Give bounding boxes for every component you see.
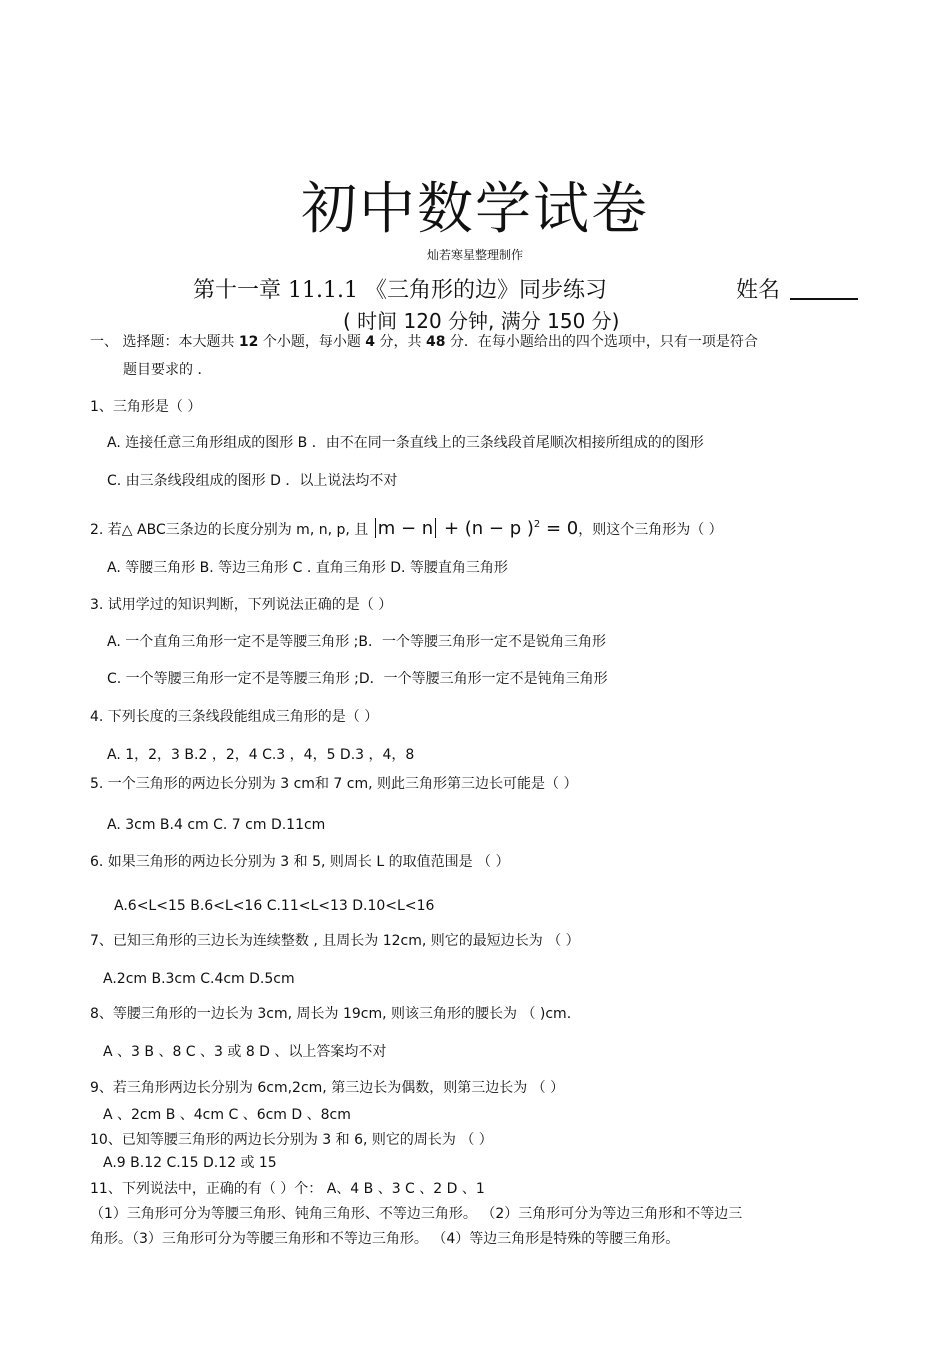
formula-square-term: + (n − p ) <box>438 518 534 539</box>
abs-bar-right <box>435 518 436 538</box>
question-11-stem: 11、下列说法中，正确的有（ ）个： A、4 B 、3 C 、2 D 、1 <box>90 1181 485 1197</box>
question-1-options-ab: A. 连接任意三角形组成的图形 B ．由不在同一条直线上的三条线段首尾顺次相接所组成的的图形 <box>107 435 704 451</box>
section-text: 个小题，每小题 <box>258 334 366 350</box>
section-instructions-cont: 题目要求的 ． <box>123 362 212 378</box>
question-2-stem <box>90 515 723 540</box>
question-7-stem: 7、已知三角形的三边长为连续整数 , 且周长为 12cm, 则它的最短边长为 （ ） <box>90 933 580 949</box>
name-blank-line <box>790 298 858 300</box>
question-3-options-ab: A. 一个直角三角形一定不是等腰三角形 ;B．一个等腰三角形一定不是锐角三角形 <box>107 634 607 650</box>
abs-bar-left <box>375 518 376 538</box>
chapter-heading: 第十一章 11.1.1 《三角形的边》同步练习 <box>193 278 607 303</box>
exam-title: 初中数学试卷 <box>301 177 649 242</box>
name-label: 姓名 <box>736 278 781 303</box>
question-10-options: A.9 B.12 C.15 D.12 或 15 <box>103 1155 277 1171</box>
question-7-options: A.2cm B.3cm C.4cm D.5cm <box>103 971 295 987</box>
question-3-stem: 3. 试用学过的知识判断，下列说法正确的是（ ） <box>90 597 393 613</box>
question-4-options: A. 1，2，3 B.2 ，2，4 C.3 ，4，5 D.3 ，4，8 <box>107 747 415 763</box>
formula-abs-term: m − n <box>377 518 434 539</box>
question-2-stem-before: 2. 若△ ABC三条边的长度分别为 m, n, p, 且 <box>90 522 369 538</box>
question-5-options: A. 3cm B.4 cm C. 7 cm D.11cm <box>107 817 326 833</box>
question-9-stem: 9、若三角形两边长分别为 6cm,2cm, 第三边长为偶数，则第三边长为 （ ） <box>90 1080 565 1096</box>
question-8-options: A 、3 B 、8 C 、3 或 8 D 、以上答案均不对 <box>103 1044 387 1060</box>
question-9-options: A 、2cm B 、4cm C 、6cm D 、8cm <box>103 1107 351 1123</box>
question-2-formula <box>373 518 578 539</box>
question-6-stem: 6. 如果三角形的两边长分别为 3 和 5, 则周长 L 的取值范围是 （ ） <box>90 854 510 870</box>
formula-exponent: 2 <box>533 519 541 530</box>
section-instructions <box>90 332 758 352</box>
question-3-options-cd: C. 一个等腰三角形一定不是等腰三角形 ;D．一个等腰三角形一定不是钝角三角形 <box>107 671 608 687</box>
question-count: 12 <box>238 334 259 350</box>
formula-equals: = 0 <box>540 518 579 539</box>
question-11-statements-line2: 角形。（3）三角形可分为等腰三角形和不等边三角形。 （4）等边三角形是特殊的等腰三角形。 <box>90 1231 680 1247</box>
points-each: 4 <box>365 334 376 350</box>
question-4-stem: 4. 下列长度的三条线段能组成三角形的是（ ） <box>90 709 379 725</box>
exam-subtitle: 灿若寒星整理制作 <box>426 248 523 262</box>
section-text: 一、 选择题：本大题共 <box>90 334 239 350</box>
points-total: 48 <box>425 334 446 350</box>
question-5-stem: 5. 一个三角形的两边长分别为 3 cm和 7 cm, 则此三角形第三边长可能是（ ） <box>90 776 578 792</box>
question-10-stem: 10、已知等腰三角形的两边长分别为 3 和 6, 则它的周长为 （ ） <box>90 1132 493 1148</box>
question-1-stem: 1、三角形是（ ） <box>90 399 202 415</box>
question-6-options: A.6<L<15 B.6<L<16 C.11<L<13 D.10<L<16 <box>114 898 435 914</box>
question-8-stem: 8、等腰三角形的一边长为 3cm, 周长为 19cm, 则该三角形的腰长为 （ )cm. <box>90 1006 572 1022</box>
question-11-statements-line1: （1）三角形可分为等腰三角形、钝角三角形、不等边三角形。 （2）三角形可分为等边三角形和不等边三 <box>90 1206 743 1222</box>
question-1-options-cd: C. 由三条线段组成的图形 D ．以上说法均不对 <box>107 473 398 489</box>
time-info: ( 时间 120 分钟, 满分 150 分) <box>343 309 620 333</box>
section-text: 分．在每小题给出的四个选项中，只有一项是符合 <box>445 334 758 350</box>
question-2-options: A. 等腰三角形 B. 等边三角形 C . 直角三角形 D. 等腰直角三角形 <box>107 560 508 576</box>
section-text: 分，共 <box>375 334 426 350</box>
question-2-stem-after: ，则这个三角形为（ ） <box>578 522 723 538</box>
